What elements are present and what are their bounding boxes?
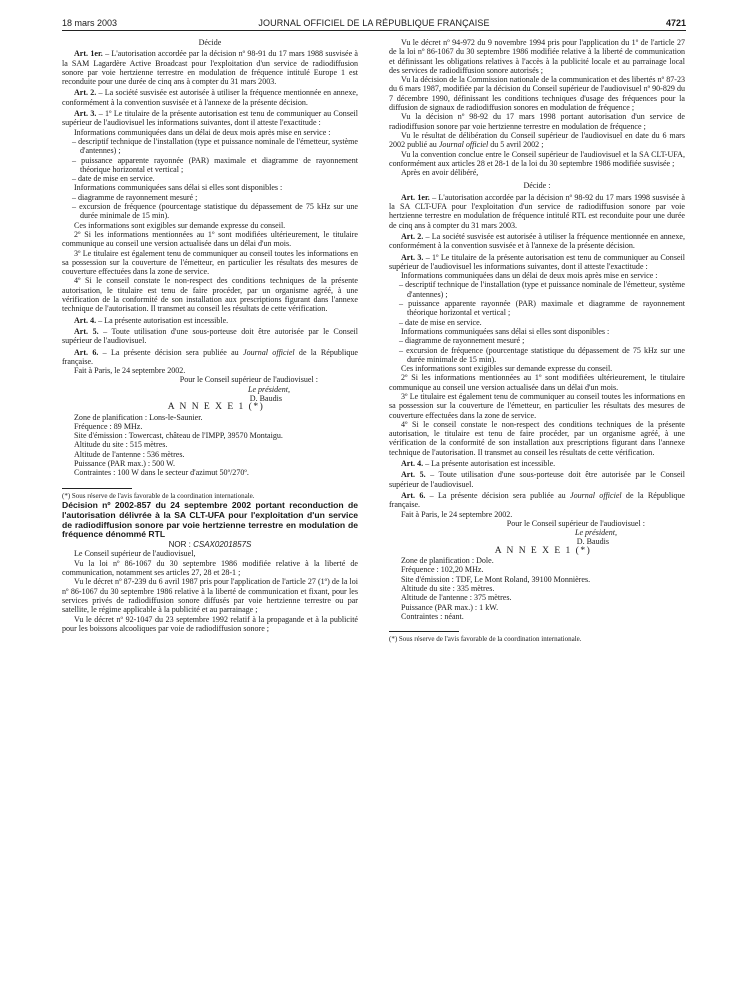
article-3: Art. 3. – 1º Le titulaire de la présente autorisation est tenu de communiquer au Conseil supérieur de l'audiovisuel les informations suivantes, dont il atteste l'exactitude : bbox=[389, 252, 685, 271]
signature-line-2: Le président, bbox=[247, 384, 290, 394]
signature-name: D. Baudis bbox=[576, 537, 609, 547]
list-item: – date de mise en service. bbox=[72, 174, 155, 184]
annex-line: Zone de planification : Dole. bbox=[401, 556, 494, 566]
signature-line-1: Pour le Conseil supérieur de l'audiovisuel : bbox=[506, 518, 645, 528]
paragraph: 2º Si les informations mentionnées au 1º sont modifiées ultérieurement, le titulaire communique au conseil une version actualisée dans un délai d'un mois. bbox=[389, 373, 685, 392]
footnote: (*) Sous réserve de l'avis favorable de la coordination internationale. bbox=[62, 491, 255, 500]
paragraph: Ces informations sont exigibles sur demande expresse du conseil. bbox=[401, 364, 613, 374]
paragraph: 2º Si les informations mentionnées au 1º sont modifiées ultérieurement, le titulaire communique au conseil une version actualisée dans un délai d'un mois. bbox=[62, 229, 358, 249]
info-nodelay: Informations communiquées sans délai si elles sont disponibles : bbox=[74, 183, 283, 193]
info-list-2 bbox=[389, 336, 685, 364]
left-column bbox=[62, 38, 358, 633]
article-6: Art. 6. – La présente décision sera publiée au Journal officiel de la République française. bbox=[62, 347, 358, 366]
paragraph: Ces informations sont exigibles sur demande expresse du conseil. bbox=[74, 220, 286, 230]
fait-a-paris: Fait à Paris, le 24 septembre 2002. bbox=[401, 509, 513, 519]
list-item: – diagramme de rayonnement mesuré ; bbox=[399, 336, 525, 346]
footnote-rule bbox=[62, 488, 132, 489]
list-item: – puissance apparente rayonnée (PAR) maximale et diagramme de rayonnement théorique horizontal et vertical ; bbox=[399, 299, 685, 318]
list-item: – descriptif technique de l'installation (type et puissance nominale de l'émetteur, système d'antennes) ; bbox=[72, 136, 358, 156]
visa: Vu la décision nº 98-92 du 17 mars 1998 portant autorisation d'un service de radiodiffusion sonore par voie hertzienne terrestre en modulation de fréquence ; bbox=[389, 112, 685, 131]
paragraph: 4º Si le conseil constate le non-respect des conditions techniques de la présente autorisation, le titulaire est tenu de faire procéder, par un organisme agréé, à une vérification de la conformité de son installation aux prescriptions figurant dans l'annexe technique de l'autorisation. Il transmet au conseil les résultats de cette vérification. bbox=[389, 419, 685, 457]
header-date: 18 mars 2003 bbox=[62, 18, 118, 28]
annex-line: Altitude du site : 515 mètres. bbox=[74, 440, 168, 450]
header-page-number: 4721 bbox=[665, 18, 686, 28]
fait-a-paris: Fait à Paris, le 24 septembre 2002. bbox=[74, 366, 186, 376]
list-item: – excursion de fréquence (pourcentage statistique du dépassement de 75 kHz sur une durée minimale de 15 min). bbox=[399, 345, 685, 364]
signature-name: D. Baudis bbox=[249, 393, 282, 403]
annex-line: Fréquence : 89 MHz. bbox=[74, 421, 143, 431]
annex-line: Contraintes : néant. bbox=[401, 611, 464, 621]
list-item: – descriptif technique de l'installation (type et puissance nominale de l'émetteur, système d'antennes) ; bbox=[399, 280, 685, 299]
annex-line: Altitude de l'antenne : 375 mètres. bbox=[401, 593, 512, 603]
info-delay: Informations communiquées dans un délai de deux mois après mise en service : bbox=[74, 127, 331, 137]
visa-convention: Vu la convention conclue entre le Conseil supérieur de l'audiovisuel et la SA CLT-UFA, conformément aux articles 28 et 28-1 de la loi du 30 septembre 1986 modifiée susvisée ; bbox=[389, 149, 685, 168]
header-rule bbox=[62, 30, 686, 31]
info-delay: Informations communiquées dans un délai de deux mois après mise en service : bbox=[401, 271, 658, 281]
decision-title: Décision nº 2002-857 du 24 septembre 2002 portant reconduction de l'autorisation délivrée à la SA CLT-UFA pour l'exploitation d'un service de radiodiffusion sonore par voie hertzienne terrestre en modulation de fréquence dénommé RTL bbox=[62, 499, 358, 540]
info-list-2 bbox=[62, 193, 358, 221]
article-2: Art. 2. – La société susvisée est autorisée à utiliser la fréquence mentionnée en annexe, conformément à la convention susvisée et à l'annexe de la présente décision. bbox=[389, 231, 686, 251]
annex-line: Site d'émission : Towercast, château de l'IMPP, 39570 Montaigu. bbox=[74, 431, 283, 441]
info-nodelay: Informations communiquées sans délai si elles sont disponibles : bbox=[401, 326, 610, 336]
apres-deliberation: Après en avoir délibéré, bbox=[401, 168, 479, 178]
article-1: Art. 1er. – L'autorisation accordée par la décision nº 98-91 du 17 mars 1988 susvisée à la SAM Lagardère Active Broadcast pour l'exploitation d'un service de radiodiffusion sonore par voie hertzienne terrestre en modulation de fréquence intitulé Europe 1 est reconduite pour une durée de cinq ans à compter du 31 mars 2003. bbox=[62, 49, 358, 87]
annex-line: Contraintes : 100 W dans le secteur d'azimut 50º/270º. bbox=[74, 468, 249, 478]
annex-line: Puissance (PAR max.) : 500 W. bbox=[74, 459, 175, 469]
visa: Vu le décret nº 87-239 du 6 avril 1987 pris pour l'application de l'article 27 (1º) de la loi nº 86-1067 du 30 septembre 1986 relative à la liberté de communication et fixant, pour les services privés de radiodiffusion sonore diffusés par voie hertzienne terrestre ou par satellite, le régime applicable à la publicité et au parrainage ; bbox=[62, 577, 358, 615]
footnote-rule bbox=[389, 631, 459, 632]
visa-jo: Vu le résultat de délibération du Conseil supérieur de l'audiovisuel en date du 6 mars 2002 publié au Journal officiel du 5 avril 2002 ; bbox=[389, 130, 685, 150]
visa: Le Conseil supérieur de l'audiovisuel, bbox=[74, 549, 196, 559]
annex-title: A N N E X E 1 (*) bbox=[494, 545, 592, 556]
article-1: Art. 1er. – L'autorisation accordée par la décision nº 98-92 du 17 mars 1998 susvisée à la SA CLT-UFA pour l'exploitation d'un service de radiodiffusion sonore par voie hertzienne terrestre en modulation de fréquence intitulé RTL est reconduite pour une durée de cinq ans à compter du 31 mars 2003. bbox=[389, 192, 685, 230]
article-5: Art. 5. – Toute utilisation d'une sous-porteuse doit être autorisée par le Conseil supérieur de l'audiovisuel. bbox=[389, 470, 685, 489]
footnote: (*) Sous réserve de l'avis favorable de la coordination internationale. bbox=[389, 635, 582, 644]
visa: Vu la décision de la Commission nationale de la communication et des libertés nº 87-23 du 6 mars 1987, modifiée par la décision du Conseil supérieur de l'audiovisuel nº 90-829 du 7 décembre 1990, définissant les conditions techniques d'usage des fréquences pour la diffusion de signaux de radiodiffusion sonores en modulation de fréquence ; bbox=[389, 75, 685, 113]
annex-line: Altitude du site : 335 mètres. bbox=[401, 583, 495, 593]
signature-line-2: Le président, bbox=[574, 528, 617, 538]
annex-line: Fréquence : 102,20 MHz. bbox=[401, 565, 484, 575]
list-item: – excursion de fréquence (pourcentage statistique du dépassement de 75 kHz sur une durée minimale de 15 min). bbox=[72, 202, 358, 221]
annex-line: Zone de planification : Lons-le-Saunier. bbox=[74, 412, 203, 422]
annex-line: Site d'émission : TDF, Le Mont Roland, 39100 Monnières. bbox=[401, 574, 591, 584]
right-column bbox=[389, 38, 685, 644]
signature-line-1: Pour le Conseil supérieur de l'audiovisuel : bbox=[179, 375, 318, 385]
article-5: Art. 5. – Toute utilisation d'une sous-porteuse doit être autorisée par le Conseil supérieur de l'audiovisuel. bbox=[62, 326, 358, 346]
header-title: JOURNAL OFFICIEL DE LA RÉPUBLIQUE FRANÇAISE bbox=[258, 18, 490, 28]
article-4: Art. 4. – La présente autorisation est incessible. bbox=[74, 315, 229, 325]
visa: Vu le décret nº 94-972 du 9 novembre 1994 pris pour l'application du 1º de l'article 27 de la loi nº 86-1067 du 30 septembre 1986 modifiée relative à la liberté de communication et définissant les obligations relatives à l'accès à la publicité locale et au parrainage local des services de radiodiffusion sonore autorisés ; bbox=[389, 38, 685, 75]
paragraph: 4º Si le conseil constate le non-respect des conditions techniques de la présente autorisation, le titulaire est tenu de faire procéder, par un organisme agréé, à une vérification de la conformité de son installation aux prescriptions figurant dans l'annexe technique de l'autorisation. Il transmet au conseil les résultats de cette vérification. bbox=[62, 276, 358, 314]
article-3: Art. 3. – 1º Le titulaire de la présente autorisation est tenu de communiquer au Conseil supérieur de l'audiovisuel les informations suivantes, dont il atteste l'exactitude : bbox=[62, 109, 358, 128]
visa: Vu la loi nº 86-1067 du 30 septembre 1986 modifiée relative à la liberté de communication, notamment ses articles 27, 28 et 28-1 ; bbox=[62, 558, 358, 578]
annex-title: A N N E X E 1 (*) bbox=[167, 402, 265, 413]
paragraph: 3º Le titulaire est également tenu de communiquer au conseil toutes les informations en sa possession sur la couverture de l'émetteur, en particulier les résultats des mesures de couverture effectuées dans la zone de service. bbox=[62, 248, 358, 277]
visa: Vu le décret nº 92-1047 du 23 septembre 1992 relatif à la propagande et à la publicité pour les boissons alcooliques par voie de radiodiffusion sonore ; bbox=[62, 614, 358, 633]
article-6: Art. 6. – La présente décision sera publiée au Journal officiel de la République française. bbox=[389, 490, 685, 510]
list-item: – diagramme de rayonnement mesuré ; bbox=[72, 192, 198, 202]
annex-line: Altitude de l'antenne : 536 mètres. bbox=[74, 449, 185, 459]
info-list-1 bbox=[389, 280, 685, 326]
annex-line: Puissance (PAR max.) : 1 kW. bbox=[401, 602, 499, 612]
list-item: – puissance apparente rayonnée (PAR) maximale et diagramme de rayonnement théorique horizontal et vertical ; bbox=[72, 155, 358, 174]
article-2: Art. 2. – La société susvisée est autorisée à utiliser la fréquence mentionnée en annexe, conformément à la convention susvisée et à l'annexe de la présente décision. bbox=[62, 88, 359, 107]
decide-heading: Décide : bbox=[523, 181, 551, 191]
article-4: Art. 4. – La présente autorisation est incessible. bbox=[401, 459, 556, 469]
list-item: – date de mise en service. bbox=[399, 317, 482, 327]
info-list-1 bbox=[62, 137, 358, 183]
paragraph: 3º Le titulaire est également tenu de communiquer au conseil toutes les informations en sa possession sur la couverture de l'émetteur, en particulier les résultats des mesures de couverture effectuées dans la zone de service. bbox=[389, 391, 685, 420]
nor-reference: NOR : CSAX0201857S bbox=[168, 540, 252, 550]
decide-heading: Décide bbox=[198, 38, 222, 47]
